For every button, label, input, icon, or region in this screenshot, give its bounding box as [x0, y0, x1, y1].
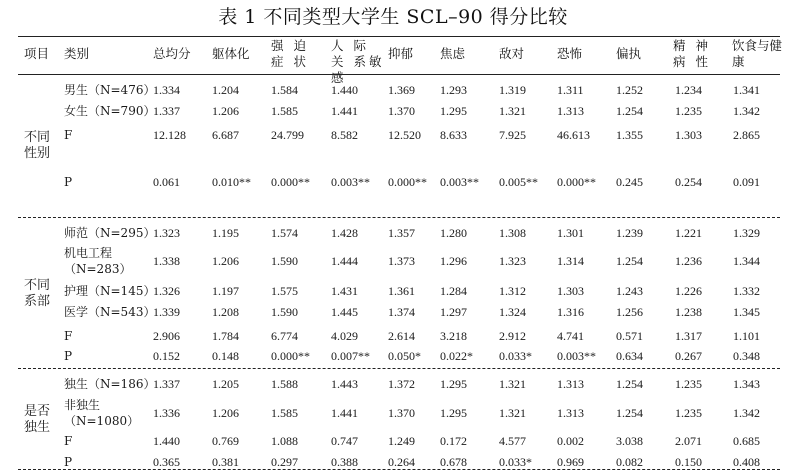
table-cell: 2.865	[733, 128, 760, 142]
table-cell: 0.007**	[331, 349, 370, 363]
table-cell: 0.005**	[499, 175, 538, 189]
table-cell: 1.303	[675, 128, 702, 142]
table-cell: 4.741	[557, 329, 584, 343]
header-hostility: 敌对	[499, 46, 525, 61]
top-rule	[18, 36, 780, 37]
table-cell: 1.204	[212, 83, 239, 97]
table-cell: 1.337	[153, 377, 180, 391]
table-cell: 0.747	[331, 434, 358, 448]
row-label: 机电工程（N=283）	[64, 246, 132, 276]
header-paranoia: 偏执	[616, 46, 642, 61]
table-cell: 1.316	[557, 305, 584, 319]
table-cell: 1.254	[616, 254, 643, 268]
group-label: 不同性别	[24, 130, 51, 161]
row-label: 女生（N=790）	[64, 104, 156, 118]
table-cell: 1.588	[271, 377, 298, 391]
table-cell: 1.575	[271, 284, 298, 298]
table-cell: 1.784	[212, 329, 239, 343]
table-cell: 1.440	[331, 83, 358, 97]
table-cell: 1.313	[557, 406, 584, 420]
table-cell: 1.101	[733, 329, 760, 343]
table-cell: 1.195	[212, 226, 239, 240]
table-cell: 0.969	[557, 455, 584, 469]
table-cell: 0.010**	[212, 175, 251, 189]
table-title: 表 1 不同类型大学生 SCL–90 得分比较	[218, 6, 568, 28]
table-cell: 1.370	[388, 104, 415, 118]
table-cell: 46.613	[557, 128, 590, 142]
table-cell: 1.444	[331, 254, 358, 268]
table-cell: 2.614	[388, 329, 415, 343]
table-cell: 1.445	[331, 305, 358, 319]
table-cell: 1.254	[616, 406, 643, 420]
table-cell: 0.061	[153, 175, 180, 189]
table-cell: 1.441	[331, 406, 358, 420]
table-cell: 1.206	[212, 254, 239, 268]
table-cell: 1.296	[440, 254, 467, 268]
table-cell: 1.574	[271, 226, 298, 240]
table-cell: 1.590	[271, 305, 298, 319]
table-cell: 1.280	[440, 226, 467, 240]
table-cell: 1.235	[675, 377, 702, 391]
table-cell: 3.218	[440, 329, 467, 343]
table-cell: 0.000**	[557, 175, 596, 189]
group-label: 是否独生	[24, 404, 51, 435]
table-cell: 1.088	[271, 434, 298, 448]
table-cell: 1.374	[388, 305, 415, 319]
table-cell: 0.003**	[440, 175, 479, 189]
header-somatization: 躯体化	[212, 46, 250, 61]
table-cell: 1.236	[675, 254, 702, 268]
table-cell: 1.235	[675, 406, 702, 420]
table-cell: 1.252	[616, 83, 643, 97]
row-label: P	[64, 455, 73, 469]
table-cell: 1.297	[440, 305, 467, 319]
table-cell: 1.370	[388, 406, 415, 420]
table-cell: 1.324	[499, 305, 526, 319]
row-label: 医学（N=543）	[64, 305, 156, 319]
table-cell: 0.033*	[499, 455, 532, 469]
table-cell: 1.295	[440, 406, 467, 420]
table-cell: 1.321	[499, 104, 526, 118]
table-cell: 1.208	[212, 305, 239, 319]
header-anxiety: 焦虑	[440, 46, 466, 61]
table-cell: 1.308	[499, 226, 526, 240]
row-label: 护理（N=145）	[64, 284, 156, 298]
table-cell: 1.206	[212, 104, 239, 118]
table-cell: 0.003**	[557, 349, 596, 363]
table-cell: 0.685	[733, 434, 760, 448]
header-phobia: 恐怖	[557, 46, 583, 61]
table-cell: 1.585	[271, 104, 298, 118]
table-cell: 1.314	[557, 254, 584, 268]
table-cell: 3.038	[616, 434, 643, 448]
table-cell: 0.000**	[388, 175, 427, 189]
table-cell: 1.206	[212, 406, 239, 420]
table-cell: 1.243	[616, 284, 643, 298]
table-cell: 1.355	[616, 128, 643, 142]
table-cell: 1.235	[675, 104, 702, 118]
table-cell: 1.343	[733, 377, 760, 391]
header-diet-health: 饮食与健康	[732, 38, 783, 69]
table-cell: 8.633	[440, 128, 467, 142]
table-cell: 1.373	[388, 254, 415, 268]
table-cell: 1.338	[153, 254, 180, 268]
table-cell: 1.334	[153, 83, 180, 97]
row-label: 男生（N=476）	[64, 83, 156, 97]
header-obsessive: 强 迫 症 状	[271, 38, 309, 69]
table-cell: 8.582	[331, 128, 358, 142]
table-cell: 2.071	[675, 434, 702, 448]
group-divider-only-child	[18, 368, 780, 369]
table-cell: 1.319	[499, 83, 526, 97]
table-cell: 1.313	[557, 104, 584, 118]
table-cell: 1.295	[440, 104, 467, 118]
table-cell: 1.313	[557, 377, 584, 391]
table-cell: 0.003**	[331, 175, 370, 189]
table-cell: 0.172	[440, 434, 467, 448]
table-cell: 1.321	[499, 406, 526, 420]
table-cell: 0.678	[440, 455, 467, 469]
table-cell: 1.221	[675, 226, 702, 240]
table-cell: 0.000**	[271, 175, 310, 189]
table-cell: 1.342	[733, 406, 760, 420]
table-cell: 0.408	[733, 455, 760, 469]
table-cell: 0.769	[212, 434, 239, 448]
row-label: F	[64, 434, 73, 448]
table-cell: 12.520	[388, 128, 421, 142]
header-interpersonal: 人 际 关 系敏感	[331, 38, 385, 85]
table-cell: 0.082	[616, 455, 643, 469]
table-cell: 1.341	[733, 83, 760, 97]
table-cell: 1.585	[271, 406, 298, 420]
table-cell: 0.150	[675, 455, 702, 469]
table-cell: 0.000**	[271, 349, 310, 363]
table-cell: 0.152	[153, 349, 180, 363]
table-cell: 0.264	[388, 455, 415, 469]
table-cell: 1.323	[153, 226, 180, 240]
header-category: 类别	[64, 46, 90, 61]
table-cell: 1.256	[616, 305, 643, 319]
row-label: P	[64, 349, 73, 363]
table-cell: 12.128	[153, 128, 186, 142]
table-cell: 1.326	[153, 284, 180, 298]
table-cell: 0.245	[616, 175, 643, 189]
table-cell: 1.369	[388, 83, 415, 97]
table-cell: 0.297	[271, 455, 298, 469]
header-item: 项目	[24, 46, 50, 61]
table-cell: 1.440	[153, 434, 180, 448]
table-cell: 4.029	[331, 329, 358, 343]
table-cell: 0.571	[616, 329, 643, 343]
row-label: F	[64, 128, 73, 142]
table-cell: 1.303	[557, 284, 584, 298]
table-cell: 1.336	[153, 406, 180, 420]
table-cell: 1.428	[331, 226, 358, 240]
table-cell: 1.372	[388, 377, 415, 391]
table-cell: 1.323	[499, 254, 526, 268]
row-label: 非独生（N=1080）	[64, 398, 140, 428]
table-cell: 4.577	[499, 434, 526, 448]
row-label: 师范（N=295）	[64, 226, 156, 240]
table-cell: 1.329	[733, 226, 760, 240]
table-cell: 1.590	[271, 254, 298, 268]
header-rule	[18, 74, 780, 75]
table-cell: 1.249	[388, 434, 415, 448]
table-cell: 0.148	[212, 349, 239, 363]
table-cell: 1.321	[499, 377, 526, 391]
table-cell: 2.906	[153, 329, 180, 343]
table-cell: 1.441	[331, 104, 358, 118]
table-cell: 0.365	[153, 455, 180, 469]
table-cell: 1.344	[733, 254, 760, 268]
table-cell: 1.357	[388, 226, 415, 240]
table-cell: 1.337	[153, 104, 180, 118]
table-cell: 1.295	[440, 377, 467, 391]
table-cell: 1.254	[616, 377, 643, 391]
table-cell: 1.342	[733, 104, 760, 118]
table-cell: 1.239	[616, 226, 643, 240]
header-psychoticism: 精 神 病 性	[673, 38, 711, 69]
table-cell: 0.348	[733, 349, 760, 363]
table-cell: 24.799	[271, 128, 304, 142]
header-total-mean: 总均分	[153, 46, 191, 61]
row-label: F	[64, 329, 73, 343]
table-cell: 2.912	[499, 329, 526, 343]
table-cell: 1.584	[271, 83, 298, 97]
table-cell: 0.254	[675, 175, 702, 189]
group-label: 不同系部	[24, 278, 51, 309]
table-cell: 1.301	[557, 226, 584, 240]
table-cell: 1.293	[440, 83, 467, 97]
header-depression: 抑郁	[388, 46, 414, 61]
table-cell: 1.234	[675, 83, 702, 97]
table-cell: 0.033*	[499, 349, 532, 363]
table-cell: 1.339	[153, 305, 180, 319]
table-cell: 0.050*	[388, 349, 421, 363]
table-cell: 6.774	[271, 329, 298, 343]
table-cell: 0.381	[212, 455, 239, 469]
table-cell: 1.312	[499, 284, 526, 298]
table-cell: 1.345	[733, 305, 760, 319]
group-divider-department	[18, 217, 780, 218]
table-cell: 1.205	[212, 377, 239, 391]
table-cell: 1.443	[331, 377, 358, 391]
table-cell: 1.317	[675, 329, 702, 343]
table-cell: 0.634	[616, 349, 643, 363]
table-cell: 0.091	[733, 175, 760, 189]
row-label: P	[64, 175, 73, 189]
table-cell: 1.238	[675, 305, 702, 319]
table-cell: 1.311	[557, 83, 584, 97]
table-cell: 0.002	[557, 434, 584, 448]
table-cell: 0.022*	[440, 349, 473, 363]
table-cell: 1.226	[675, 284, 702, 298]
table-cell: 1.197	[212, 284, 239, 298]
table-cell: 1.284	[440, 284, 467, 298]
table-cell: 6.687	[212, 128, 239, 142]
table-cell: 0.388	[331, 455, 358, 469]
table-cell: 1.431	[331, 284, 358, 298]
table-cell: 0.267	[675, 349, 702, 363]
table-cell: 1.361	[388, 284, 415, 298]
table-cell: 1.254	[616, 104, 643, 118]
table-cell: 7.925	[499, 128, 526, 142]
row-label: 独生（N=186）	[64, 377, 156, 391]
bottom-rule	[18, 469, 780, 470]
table-cell: 1.332	[733, 284, 760, 298]
